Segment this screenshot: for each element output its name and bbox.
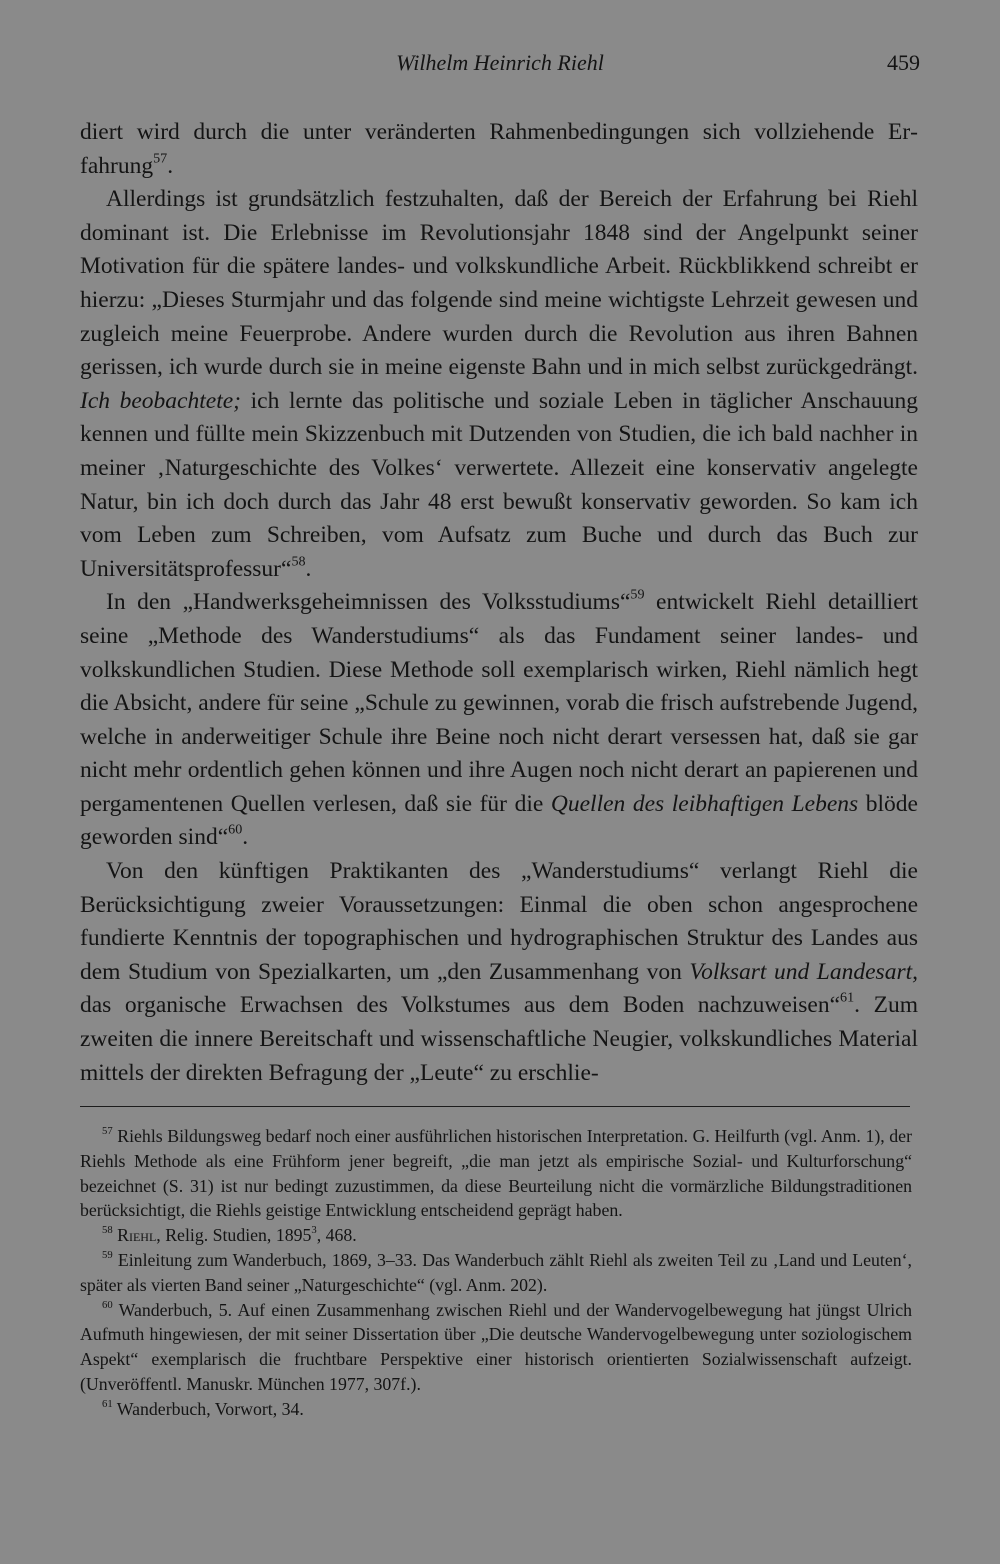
running-title: Wilhelm Heinrich Riehl [396, 50, 604, 75]
italic-text: Quellen des leibhaftigen Lebens [550, 790, 859, 817]
footnote-marker: 59 [102, 1248, 113, 1261]
footnote-marker: 57 [153, 150, 168, 167]
footnote-marker: 58 [291, 553, 306, 570]
text-run: Wanderbuch, Vorwort, 34. [112, 1398, 304, 1419]
footnote-marker: 60 [228, 821, 243, 838]
footnote-marker: 58 [102, 1224, 113, 1237]
text-run: . Zum zweiten die innere Bereitschaft und wissenschaftliche Neugier, volkskundliches Material mittels der direkten Befragung der „Leute“ zu erschlie- [80, 992, 918, 1086]
text-run: Wanderbuch, 5. Auf einen Zusammenhang zwischen Riehl und der Wandervogelbewegung hat jüngst Ulrich Aufmuth hingewiesen, der mit seiner Dissertation über „Die deutsche Wandervogelbewegung unter soziologischem Aspekt“ exemplarisch die fruchtbare Perspektive einer historisch orientierten Sozialwissenschaft aufzeigt. (Unveröffentl. Manuskr. München 1977, 307f.). [80, 1299, 912, 1394]
author-name: Riehl [117, 1225, 157, 1246]
footnote-marker: 61 [840, 989, 855, 1006]
text-run: Von den künftigen Praktikanten des „Wanderstudiums“ verlangt Riehl die Berücksichtigung zweier Voraussetzungen: Einmal die oben schon angesprochene fundierte Kenntnis der topographischen und hydrographischen Struktur des Landes aus dem Studium von Spezialkarten, um „den Zusammenhang von [80, 858, 918, 985]
text-run: , 468. [316, 1225, 357, 1246]
footnote-marker: 57 [102, 1125, 113, 1137]
footnotes [80, 1124, 912, 1422]
text-run: Allerdings ist grundsätzlich festzuhalten, daß der Bereich der Erfahrung bei Riehl dominant ist. Die Erlebnisse im Revolutionsjahr 1848 sind der Angelpunkt seiner Motivation für die spätere landes- und volkskundliche Arbeit. Rückblikkend schreibt er hierzu: „Dieses Sturmjahr und das folgende sind meine wichtigste Lehrzeit gewesen und zugleich meine Feuerprobe. Andere wurden durch die Revolution aus ihren Bahnen gerissen, ich wurde durch sie in meine eigenste Bahn und in mich selbst zurückgedrängt. [80, 186, 918, 381]
text-run: In den „Handwerksgeheimnissen des Volksstudiums“ [106, 589, 631, 616]
text-run: ich lernte das politische und soziale Leben in täglicher Anschauung kennen und füllte mein Skizzenbuch mit Dutzenden von Studien, die ich bald nachher in meiner ‚Naturgeschichte des Volkes‘ verwertete. Allezeit eine konservativ angelegte Natur, bin ich doch durch das Jahr 48 erst bewußt konservativ geworden. So kam ich vom Leben zum Schreiben, vom Aufsatz zum Buche und durch das Buch zur Universitätsprofessur“ [80, 387, 918, 582]
footnote-marker: 61 [102, 1397, 113, 1410]
text-run: , Relig. Studien, 1895 [156, 1225, 312, 1246]
body-text [80, 116, 918, 1090]
footnote [80, 1124, 912, 1223]
text-run: . [167, 152, 174, 179]
paragraph [80, 116, 918, 183]
footnote [80, 1298, 912, 1397]
text-run: entwickelt Riehl detailliert seine „Methode des Wanderstudiums“ als das Fundament seiner landes- und volkskundlichen Studien. Diese Methode soll exemplarisch wirken, Riehl nämlich hegt die Absicht, andere für seine „Schule zu gewinnen, vorab die frisch aufstrebende Jugend, welche in anderweitiger Schule ihre Beine noch nicht derart versessen hat, daß sie gar nicht mehr ordentlich gehen können und ihre Augen noch nicht derart an papierenen und pergamentenen Quellen verlesen, daß sie für die [80, 589, 918, 817]
italic-text: Ich beobachtete; [80, 387, 241, 414]
running-header [80, 48, 920, 82]
text-run: . [305, 555, 312, 582]
text-run: . [242, 824, 249, 851]
footnote [80, 1223, 912, 1248]
footnote [80, 1248, 912, 1298]
paragraph [80, 183, 918, 586]
footnote [80, 1397, 912, 1422]
page-number: 459 [887, 50, 920, 75]
italic-text: Volksart und Landesart, [689, 958, 918, 985]
text-run: diert wird durch die unter veränderten Rahmenbedingungen sich vollziehende Erfahrung [80, 119, 918, 179]
text-run: Einleitung zum Wanderbuch, 1869, 3–33. Das Wanderbuch zählt Riehl als zweiten Teil zu ‚Land und Leuten‘, später als vierten Band seiner „Naturgeschichte“ (vgl. Anm. 202). [80, 1249, 912, 1295]
text-run: das organische Erwachsen des Volkstumes aus dem Boden nachzuweisen“ [80, 992, 841, 1019]
text-run: Riehls Bildungsweg bedarf noch einer ausführlichen historischen Interpretation. G. Heilfurth (vgl. Anm. 1), der Riehls Methode als eine Frühform jener begreift, „die man jetzt als empirische Sozial- und Kulturforschung“ bezeichnet (S. 31) ist nur bedingt zuzustimmen, da diese Beurteilung nicht die vormärzliche Bildungstraditionen berücksichtigt, die Riehls geistige Entwicklung entscheidend geprägt haben. [80, 1126, 912, 1221]
paragraph [80, 855, 918, 1090]
footnote-marker: 60 [102, 1298, 113, 1311]
footnote-marker: 3 [311, 1224, 317, 1237]
footnote-divider [80, 1106, 910, 1107]
footnote-marker: 59 [630, 586, 645, 603]
text-run: blöde geworden sind“ [80, 790, 918, 851]
paragraph [80, 586, 918, 855]
